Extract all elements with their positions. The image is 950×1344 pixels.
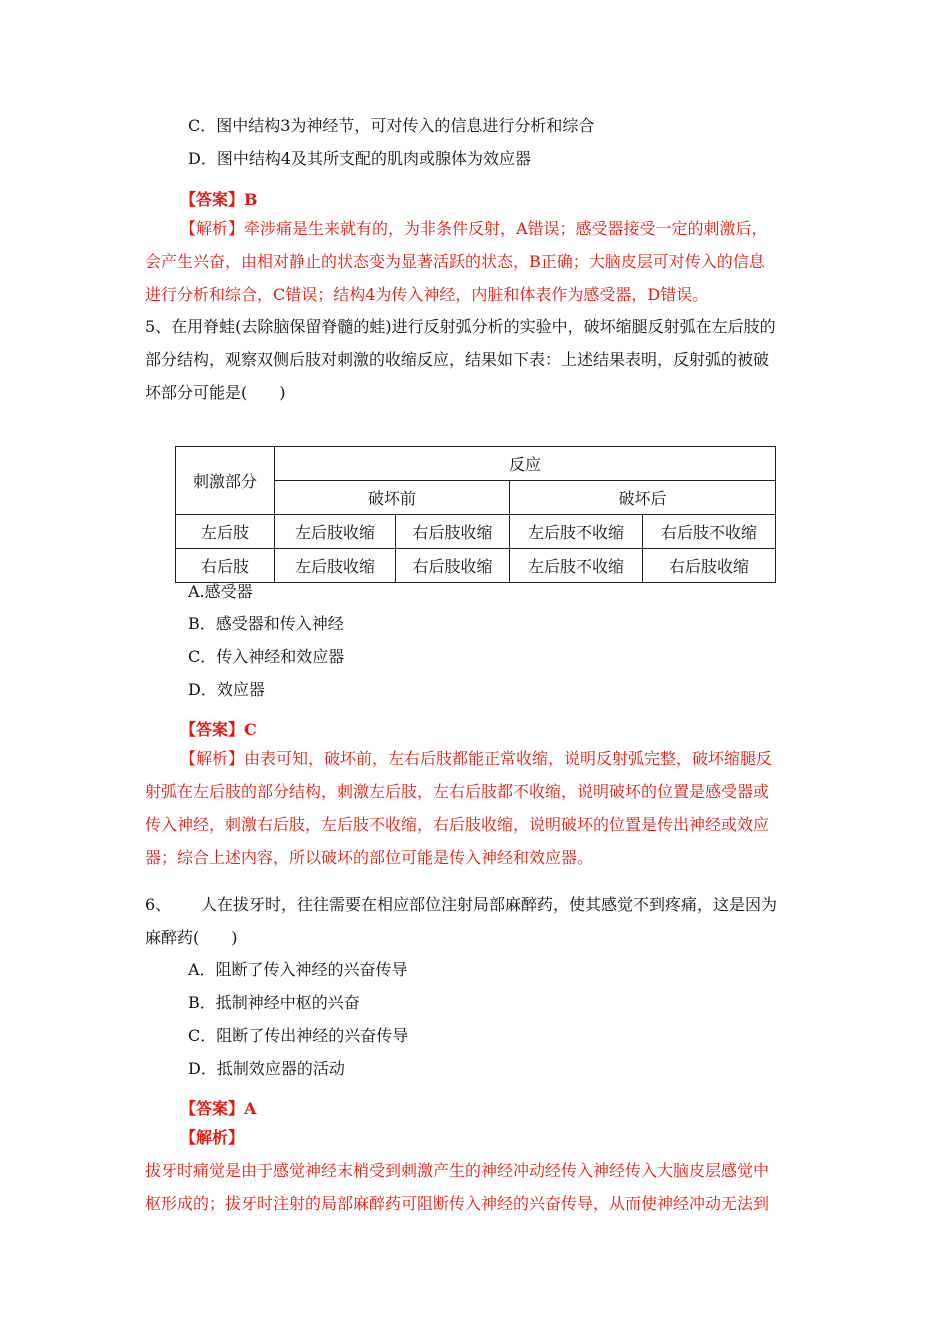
q4-analysis-line: 进行分析和综合，C错误；结构4为传入神经，内脏和体表作为感受器，D错误。 bbox=[145, 285, 709, 304]
q4-analysis-line: 【解析】牵涉痛是生来就有的，为非条件反射，A错误；感受器接受一定的刺激后， bbox=[180, 219, 768, 238]
q5-stem-line: 部分结构，观察双侧后肢对刺激的收缩反应，结果如下表：上述结果表明，反射弧的被破 bbox=[145, 350, 770, 369]
table-cell: 左后肢收缩 bbox=[275, 515, 396, 549]
table-reaction-header: 反应 bbox=[275, 447, 776, 481]
reflex-result-table bbox=[175, 446, 776, 583]
q4-answer: 【答案】B bbox=[180, 190, 258, 209]
q5-option-a: A.感受器 bbox=[188, 582, 253, 601]
q4-analysis-line: 会产生兴奋，由相对静止的状态变为显著活跃的状态，B正确；大脑皮层可对传入的信息 bbox=[145, 252, 765, 271]
table-cell: 左后肢不收缩 bbox=[510, 549, 643, 583]
q5-analysis-line: 传入神经，刺激右后肢，左后肢不收缩，右后肢收缩，说明破坏的位置是传出神经或效应 bbox=[145, 815, 770, 834]
table-cell: 右后肢不收缩 bbox=[643, 515, 776, 549]
q6-option-a: A．阻断了传入神经的兴奋传导 bbox=[188, 960, 408, 979]
q4-option-c: C．图中结构3为神经节，可对传入的信息进行分析和综合 bbox=[188, 116, 595, 135]
q5-option-b: B．感受器和传入神经 bbox=[188, 614, 344, 633]
table-cell: 左后肢 bbox=[176, 515, 275, 549]
q6-stem-line: 麻醉药( ) bbox=[145, 928, 238, 947]
q5-option-c: C．传入神经和效应器 bbox=[188, 647, 345, 666]
table-cell: 右后肢收缩 bbox=[396, 515, 510, 549]
q6-option-c: C．阻断了传出神经的兴奋传导 bbox=[188, 1026, 409, 1045]
table-row bbox=[176, 515, 776, 549]
table-cell: 左后肢不收缩 bbox=[510, 515, 643, 549]
q6-analysis-line: 拔牙时痛觉是由于感觉神经末梢受到刺激产生的神经冲动经传入神经传入大脑皮层感觉中 bbox=[145, 1161, 770, 1180]
q6-option-d: D．抵制效应器的活动 bbox=[188, 1059, 345, 1078]
q6-analysis-label: 【解析】 bbox=[180, 1128, 245, 1147]
table-cell: 左后肢收缩 bbox=[275, 549, 396, 583]
q5-answer: 【答案】C bbox=[180, 720, 257, 739]
q5-analysis-line: 射弧在左后肢的部分结构，刺激左后肢，左右后肢都不收缩，说明破坏的位置是感受器或 bbox=[145, 782, 770, 801]
q6-answer: 【答案】A bbox=[180, 1099, 257, 1118]
q5-stem-line: 坏部分可能是( ) bbox=[145, 383, 286, 402]
table-cell: 右后肢收缩 bbox=[643, 549, 776, 583]
q6-analysis-line: 枢形成的；拔牙时注射的局部麻醉药可阻断传入神经的兴奋传导，从而使神经冲动无法到 bbox=[145, 1194, 770, 1213]
table-row bbox=[176, 549, 776, 583]
q6-stem-line: 人在拔牙时，往往需要在相应部位注射局部麻醉药，使其感觉不到疼痛，这是因为 bbox=[201, 895, 778, 914]
table-corner-header: 刺激部分 bbox=[176, 447, 275, 515]
q5-option-d: D．效应器 bbox=[188, 680, 265, 699]
table-before-header: 破坏前 bbox=[275, 481, 510, 515]
q5-analysis-line: 器；综合上述内容，所以破坏的部位可能是传入神经和效应器。 bbox=[145, 848, 594, 867]
table-after-header: 破坏后 bbox=[510, 481, 776, 515]
q5-stem-line: 5、在用脊蛙(去除脑保留脊髓的蛙)进行反射弧分析的实验中，破坏缩腿反射弧在左后肢的 bbox=[145, 317, 776, 336]
q6-option-b: B．抵制神经中枢的兴奋 bbox=[188, 993, 360, 1012]
table-cell: 右后肢收缩 bbox=[396, 549, 510, 583]
table-cell: 右后肢 bbox=[176, 549, 275, 583]
q6-number: 6、 bbox=[145, 895, 172, 914]
q4-option-d: D．图中结构4及其所支配的肌肉或腺体为效应器 bbox=[188, 149, 532, 168]
q5-analysis-line: 【解析】由表可知，破坏前，左右后肢都能正常收缩，说明反射弧完整，破坏缩腿反 bbox=[180, 749, 773, 768]
